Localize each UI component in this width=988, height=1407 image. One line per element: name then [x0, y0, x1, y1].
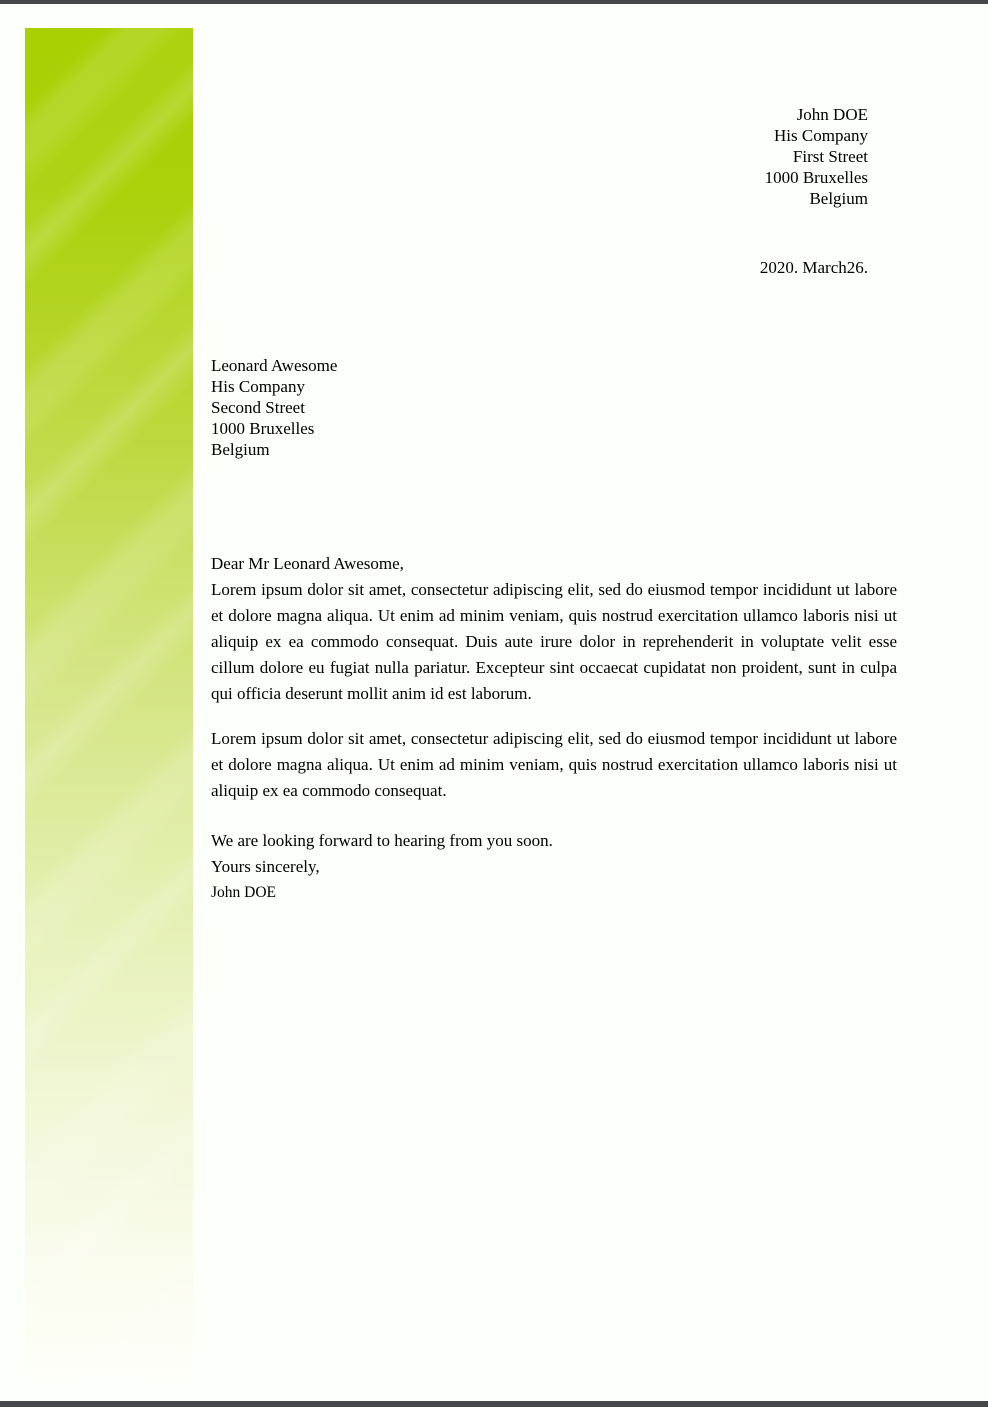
- recipient-country: Belgium: [211, 440, 270, 459]
- bottom-edge-bar: [0, 1401, 988, 1407]
- green-gradient-sidebar: [25, 28, 193, 1378]
- sender-name: John DOE: [796, 105, 868, 124]
- recipient-company: His Company: [211, 377, 305, 396]
- date-line: 2020. March26.: [759, 258, 868, 277]
- salutation: Dear Mr Leonard Awesome,: [211, 554, 404, 573]
- letter-body: [211, 551, 897, 906]
- recipient-city: 1000 Bruxelles: [211, 419, 315, 438]
- sender-street: First Street: [792, 147, 868, 166]
- signature-name: John DOE: [211, 884, 277, 901]
- sender-city: 1000 Bruxelles: [764, 168, 868, 187]
- recipient-name: Leonard Awesome: [211, 356, 338, 375]
- sender-country: Belgium: [809, 189, 868, 208]
- recipient-street: Second Street: [211, 398, 305, 417]
- closing-line: We are looking forward to hearing from you soon.: [211, 831, 553, 850]
- body-paragraph: Lorem ipsum dolor sit amet, consectetur adipiscing elit, sed do eiusmod tempor incididunt ut labore et dolore magna aliqua. Ut enim ad minim veniam, quis nostrud exercitation ullamco laboris nisi ut aliquip ex ea commodo consequat. Duis aute irure dolor in reprehenderit in voluptate velit esse cillum dolore eu fugiat nulla pariatur. Excepteur sint occaecat cupidatat non proident, sunt in culpa qui officia deserunt mollit anim id est laborum.: [211, 580, 897, 703]
- valediction: Yours sincerely,: [211, 857, 320, 876]
- sender-address-block: [765, 104, 868, 209]
- recipient-address-block: [211, 355, 337, 460]
- sender-company: His Company: [774, 126, 868, 145]
- top-edge-bar: [0, 0, 988, 4]
- body-paragraph: Lorem ipsum dolor sit amet, consectetur adipiscing elit, sed do eiusmod tempor incididunt ut labore et dolore magna aliqua. Ut enim ad minim veniam, quis nostrud exercitation ullamco laboris nisi ut aliquip ex ea commodo consequat.: [211, 729, 897, 800]
